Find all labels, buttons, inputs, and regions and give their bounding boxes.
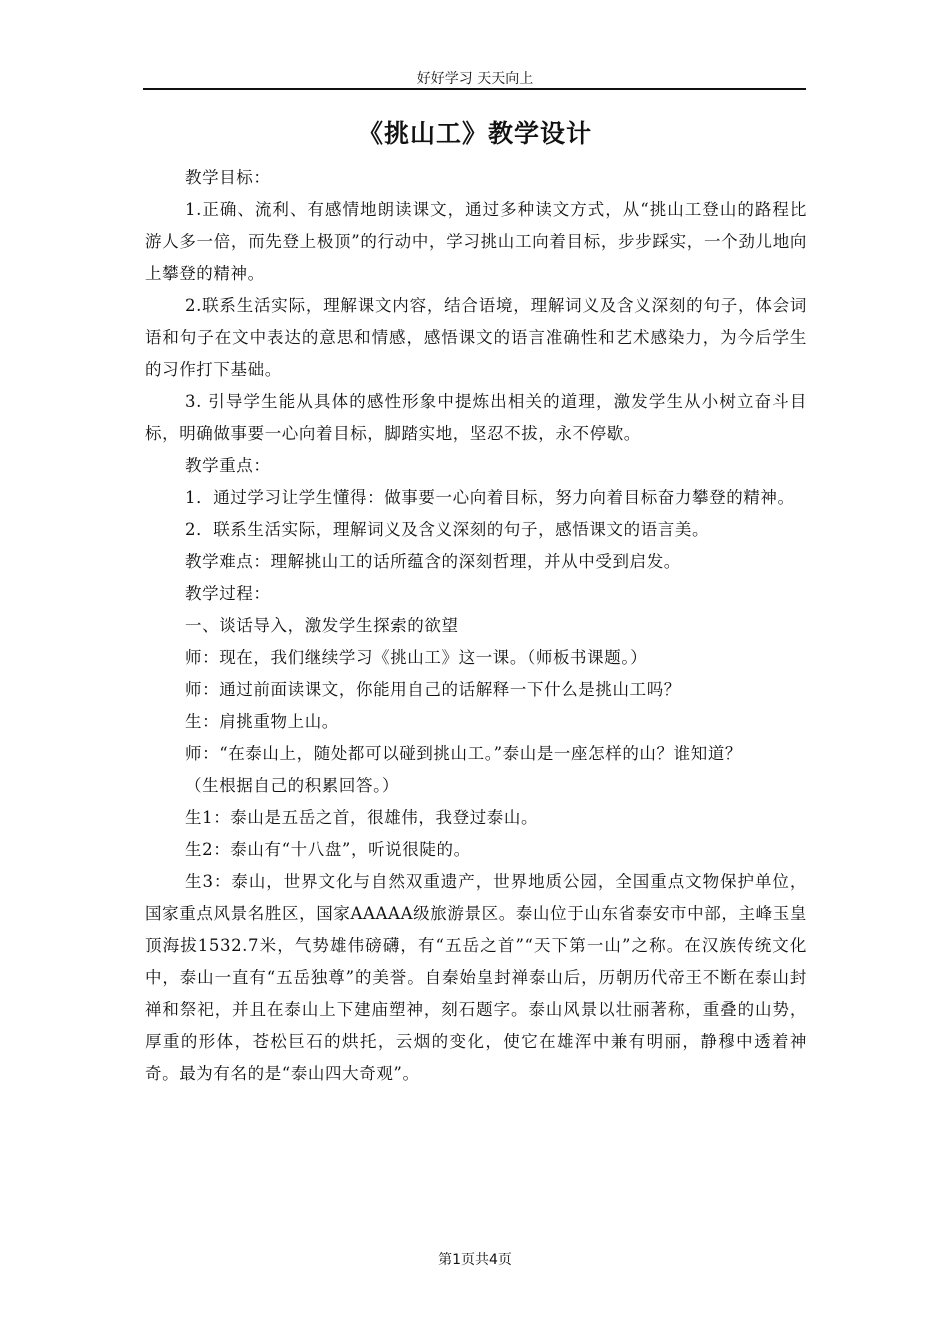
header-divider [143,88,806,90]
page-header-motto: 好好学习 天天向上 [416,71,534,87]
section-heading-key-points: 教学重点： [185,456,271,475]
dialogue-line: 师：“在泰山上，随处都可以碰到挑山工。”泰山是一座怎样的山？谁知道？ [185,744,743,763]
objective-item-2: 2.联系生活实际，理解课文内容，结合语境，理解词义及含义深刻的句子，体会词语和句子在文中表达的意思和情感，感悟课文的语言准确性和艺术感染力，为今后学生的习作打下基础。 [145,296,807,379]
document-body [145,162,807,1090]
process-step-heading: 一、谈话导入，激发学生探索的欲望 [185,616,459,635]
dialogue-line: 师：现在，我们继续学习《挑山工》这一课。（师板书课题。） [185,648,648,667]
section-heading-process: 教学过程： [185,584,271,603]
dialogue-line: 生1：泰山是五岳之首，很雄伟，我登过泰山。 [185,808,539,827]
difficulty-paragraph: 教学难点：理解挑山工的话所蕴含的深刻哲理，并从中受到启发。 [185,552,681,571]
key-point-item-1: 1．通过学习让学生懂得：做事要一心向着目标，努力向着目标奋力攀登的精神。 [185,488,795,507]
page-number: 第1页共4页 [438,1252,512,1268]
dialogue-line: 生2：泰山有“十八盘”，听说很陡的。 [185,840,471,859]
stage-note: （生根据自己的积累回答。） [185,776,400,795]
section-heading-objectives: 教学目标： [185,168,271,187]
objective-item-3: 3. 引导学生能从具体的感性形象中提炼出相关的道理，激发学生从小树立奋斗目标，明确做事要一心向着目标，脚踏实地，坚忍不拔，永不停歇。 [145,392,807,443]
dialogue-line: 生：肩挑重物上山。 [185,712,339,731]
dialogue-line: 师：通过前面读课文，你能用自己的话解释一下什么是挑山工吗？ [185,680,681,699]
document-title: 《挑山工》教学设计 [357,119,592,148]
objective-item-1: 1.正确、流利、有感情地朗读课文，通过多种读文方式，从“挑山工登山的路程比游人多一倍，而先登上极顶”的行动中，学习挑山工向着目标，步步踩实，一个劲儿地向上攀登的精神。 [145,200,807,283]
dialogue-line: 生3：泰山，世界文化与自然双重遗产，世界地质公园，全国重点文物保护单位，国家重点风景名胜区，国家AAAAA级旅游景区。泰山位于山东省泰安市中部，主峰玉皇顶海拔1532.7米，气势雄伟磅礴，有“五岳之首”“天下第一山”之称。在汉族传统文化中，泰山一直有“五岳独尊”的美誉。自秦始皇封禅泰山后，历朝历代帝王不断在泰山封禅和祭祀，并且在泰山上下建庙塑神，刻石题字。泰山风景以壮丽著称，重叠的山势，厚重的形体，苍松巨石的烘托，云烟的变化，使它在雄浑中兼有明丽，静穆中透着神奇。最为有名的是“泰山四大奇观”。 [145,872,807,1083]
key-point-item-2: 2．联系生活实际，理解词义及含义深刻的句子，感悟课文的语言美。 [185,520,710,539]
